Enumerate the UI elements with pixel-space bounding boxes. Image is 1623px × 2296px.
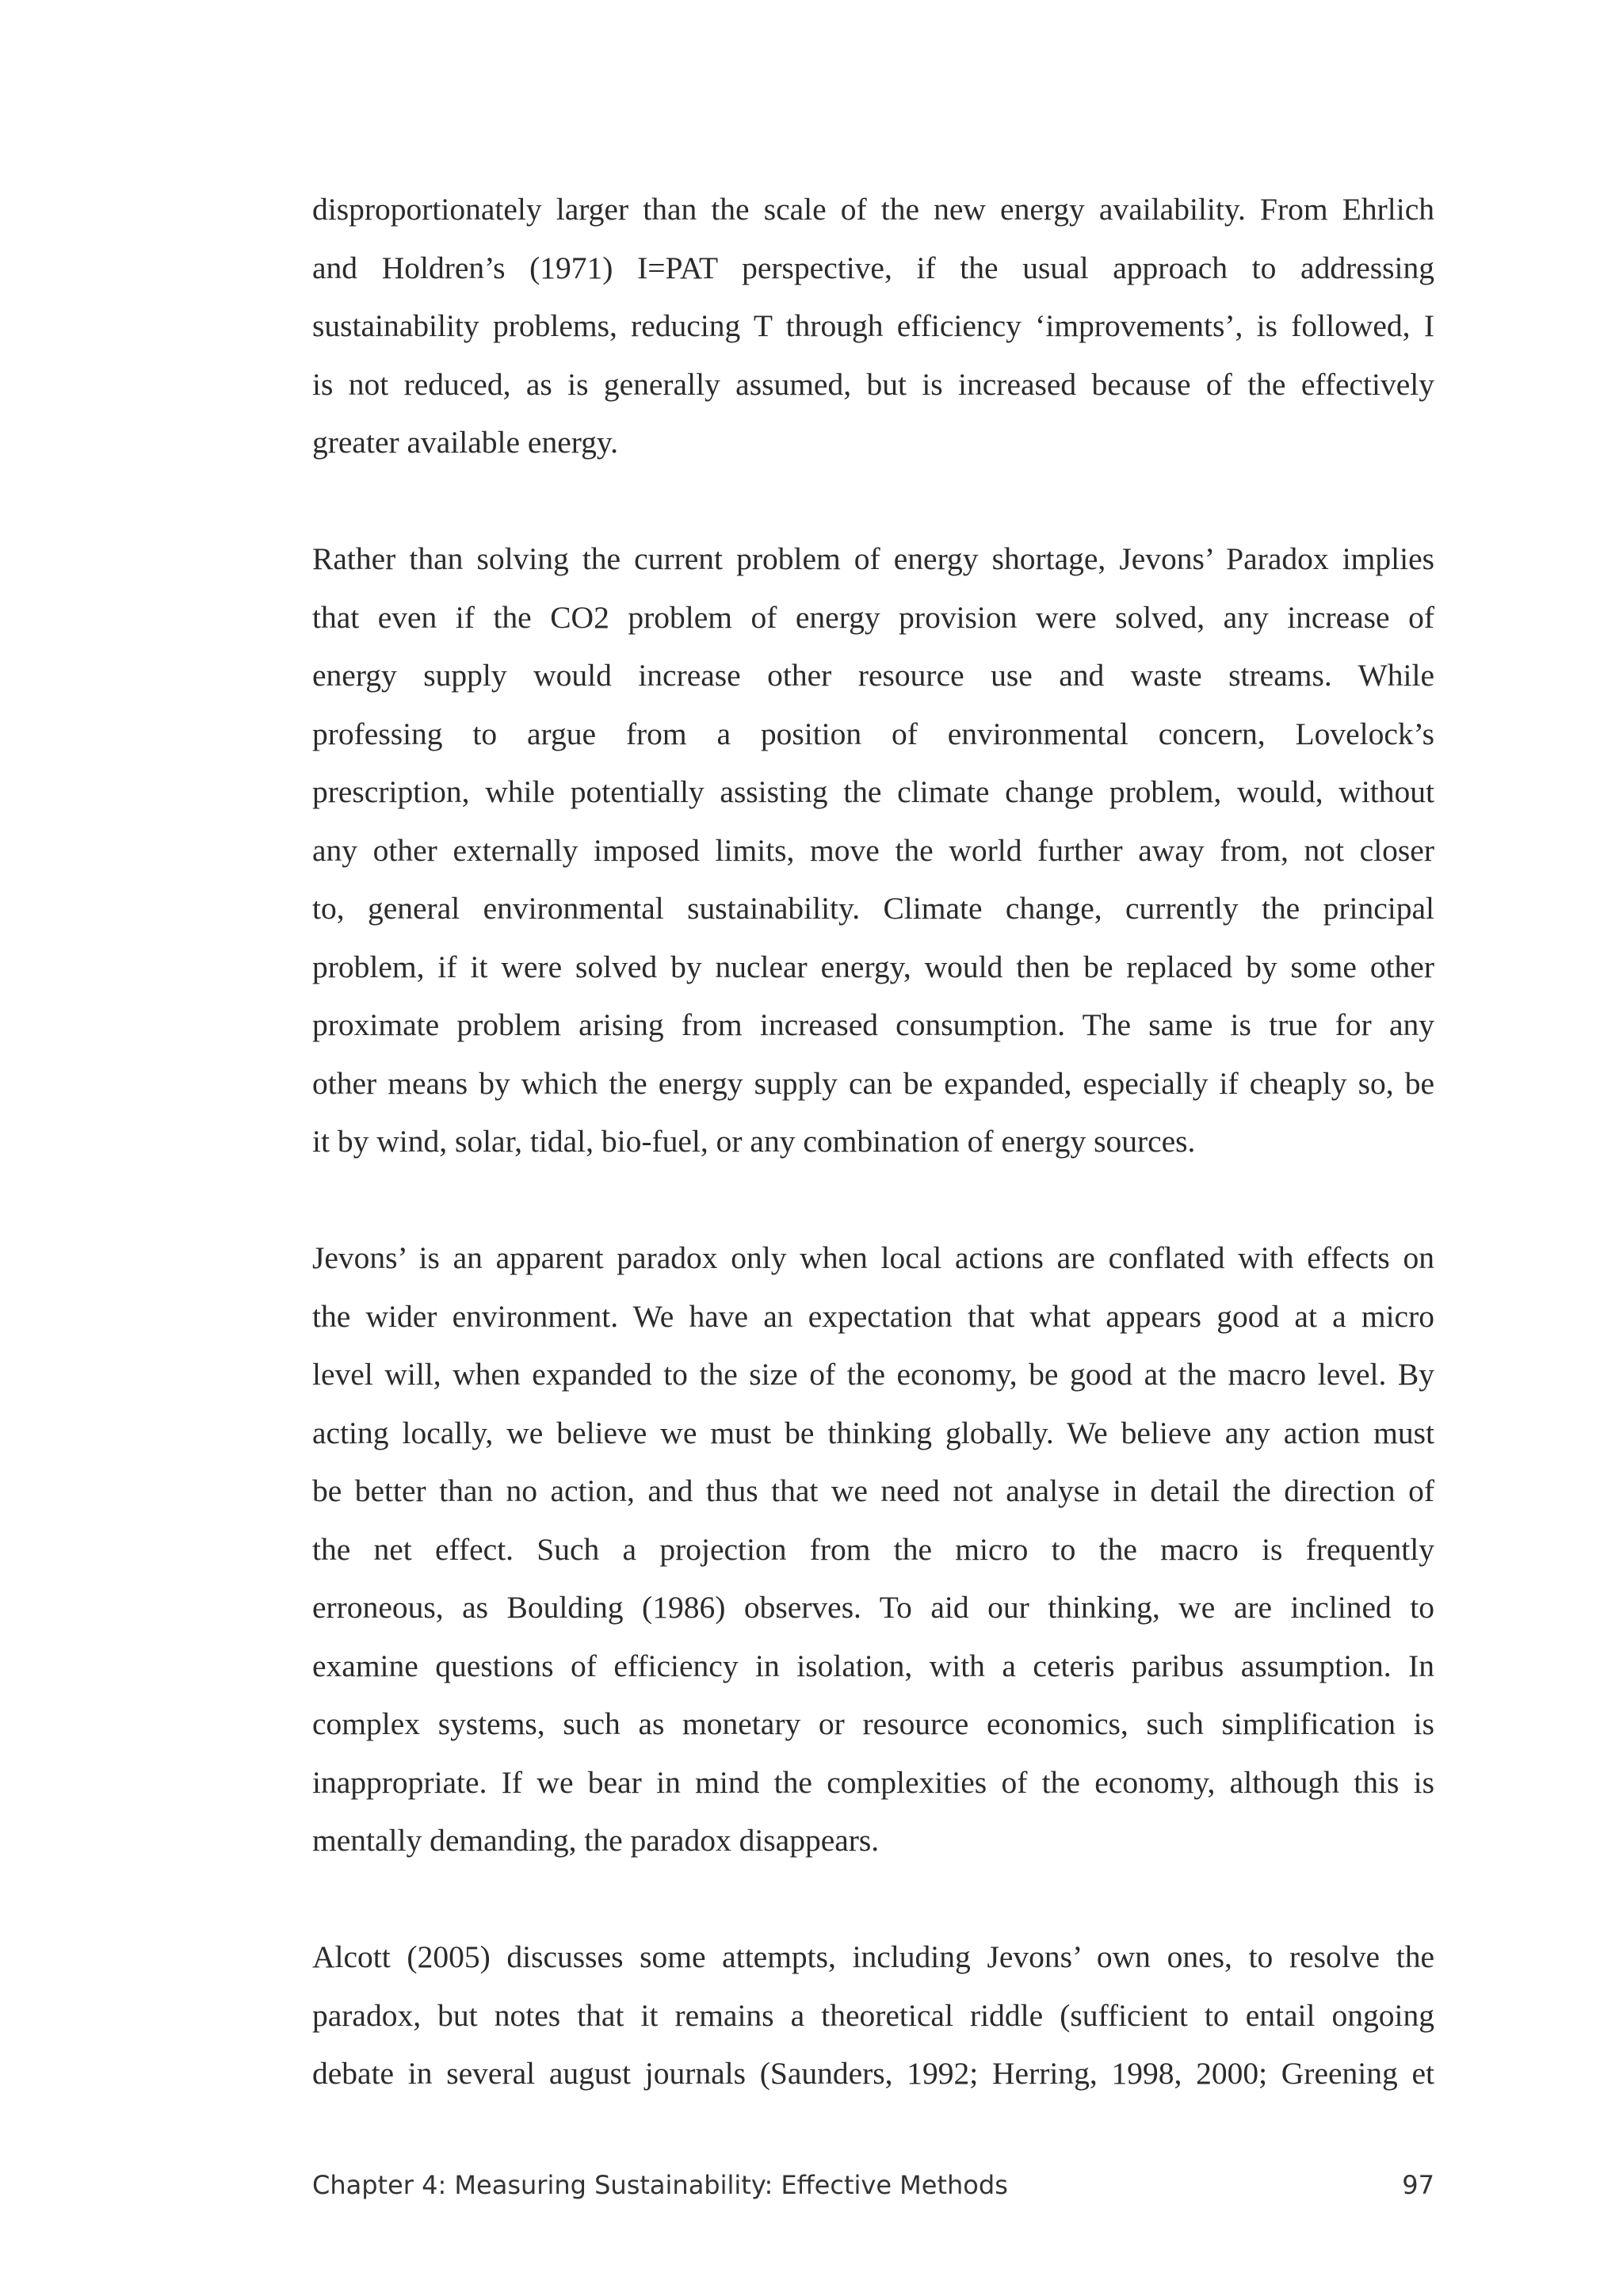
text-line: be better than no action, and thus that we need not analyse in detail the direction of xyxy=(312,1473,1434,1508)
text-line: is not reduced, as is generally assumed, but is increased because of the effectively xyxy=(312,366,1434,402)
text-line: energy supply would increase other resource use and waste streams. While xyxy=(312,658,1434,693)
text-line: it by wind, solar, tidal, bio-fuel, or any combination of energy sources. xyxy=(312,1124,1196,1159)
text-line: examine questions of efficiency in isolation, with a ceteris paribus assumption. In xyxy=(312,1648,1434,1683)
paragraph-3 xyxy=(312,1229,1434,1870)
text-line: problem, if it were solved by nuclear energy, would then be replaced by some other xyxy=(312,949,1434,984)
text-line: the wider environment. We have an expectation that what appears good at a micro xyxy=(312,1298,1434,1334)
text-line: prescription, while potentially assisting the climate change problem, would, without xyxy=(312,774,1434,809)
text-line: debate in several august journals (Saunders, 1992; Herring, 1998, 2000; Greening et xyxy=(312,2056,1434,2091)
text-line: disproportionately larger than the scale of the new energy availability. From Ehrlich xyxy=(312,192,1434,227)
text-line: to, general environmental sustainability. Climate change, currently the principal xyxy=(312,891,1434,926)
text-line: professing to argue from a position of environmental concern, Lovelock’s xyxy=(312,716,1434,751)
text-line: acting locally, we believe we must be thinking globally. We believe any action must xyxy=(312,1415,1434,1450)
page-footer xyxy=(312,2170,1434,2202)
text-line: level will, when expanded to the size of the economy, be good at the macro level. By xyxy=(312,1357,1434,1392)
text-line: and Holdren’s (1971) I=PAT perspective, if the usual approach to addressing xyxy=(312,250,1434,285)
text-line: complex systems, such as monetary or resource economics, such simplification is xyxy=(312,1706,1434,1741)
page-number: 97 xyxy=(1402,2170,1434,2200)
text-line: Rather than solving the current problem of energy shortage, Jevons’ Paradox implies xyxy=(312,541,1434,576)
text-line: greater available energy. xyxy=(312,425,618,460)
text-line: Alcott (2005) discusses some attempts, including Jevons’ own ones, to resolve the xyxy=(312,1939,1434,1974)
text-line: Jevons’ is an apparent paradox only when local actions are conflated with effects on xyxy=(312,1240,1434,1275)
paragraph-2 xyxy=(312,530,1434,1171)
body-text xyxy=(312,181,1434,2161)
paragraph-4 xyxy=(312,1928,1434,2103)
text-line: proximate problem arising from increased consumption. The same is true for any xyxy=(312,1007,1434,1042)
text-line: that even if the CO2 problem of energy provision were solved, any increase of xyxy=(312,599,1434,635)
text-line: any other externally imposed limits, move the world further away from, not closer xyxy=(312,832,1434,868)
text-line: paradox, but notes that it remains a theoretical riddle (sufficient to entail ongoing xyxy=(312,1997,1434,2033)
text-line: sustainability problems, reducing T through efficiency ‘improvements’, is followed, I xyxy=(312,308,1434,343)
chapter-title: Chapter 4: Measuring Sustainability: Effective Methods xyxy=(312,2170,1008,2200)
text-line: other means by which the energy supply can be expanded, especially if cheaply so, be xyxy=(312,1065,1434,1101)
text-line: erroneous, as Boulding (1986) observes. To aid our thinking, we are inclined to xyxy=(312,1590,1434,1625)
text-line: inappropriate. If we bear in mind the complexities of the economy, although this is xyxy=(312,1764,1434,1800)
paragraph-1 xyxy=(312,181,1434,472)
text-line: the net effect. Such a projection from the micro to the macro is frequently xyxy=(312,1531,1434,1567)
text-line: mentally demanding, the paradox disappears. xyxy=(312,1823,880,1858)
